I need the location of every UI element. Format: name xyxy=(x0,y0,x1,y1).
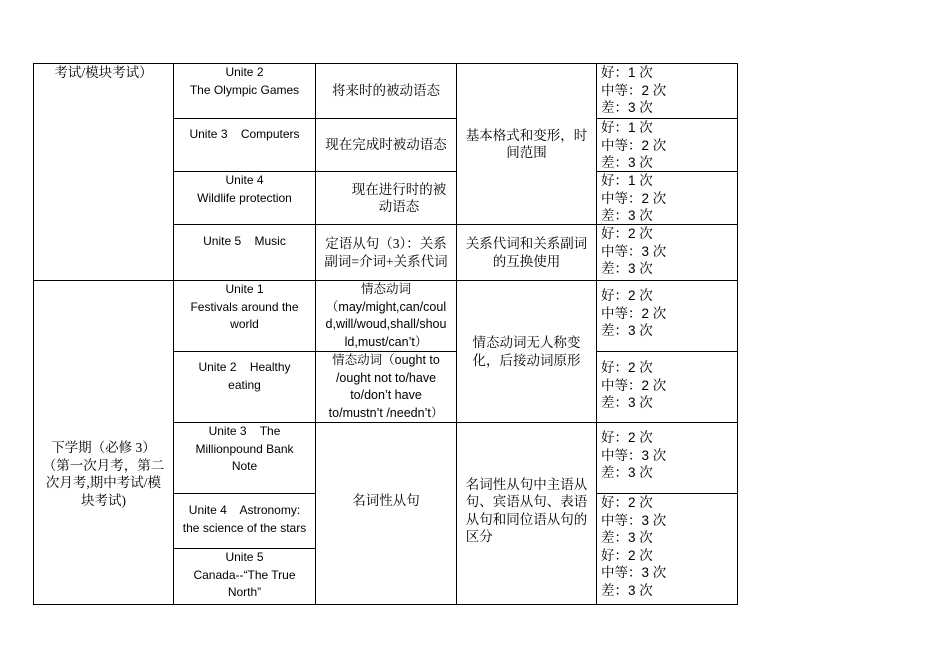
unit-text: Unite 3 Computers xyxy=(189,127,300,141)
evaluation-cell xyxy=(596,63,738,119)
unit-cell xyxy=(173,224,316,281)
term-cell xyxy=(33,280,174,605)
unit-cell xyxy=(173,493,316,549)
grammar-cell xyxy=(315,422,457,605)
unit-text: Unite 5 Music xyxy=(203,234,286,248)
key-point-text: 情态动词无人称变 化，后接动词原形 xyxy=(472,335,581,368)
evaluation-text: 好：1 次 中等：2 次 差：3 次 xyxy=(601,65,667,115)
unit-cell xyxy=(173,171,316,225)
evaluation-text: 好：2 次 中等：3 次 差：3 次 xyxy=(601,430,667,480)
unit-text: Unite 3 The Millionpound Bank Note xyxy=(195,424,294,473)
unit-text: Unite 2 Healthy eating xyxy=(198,360,291,392)
grammar-text: 情态动词 （may/might,can/coul d,will/woud,shall/shou ld,must/can’t） xyxy=(325,282,447,349)
unit-text: Unite 2 The Olympic Games xyxy=(189,65,300,97)
unit-cell xyxy=(173,548,316,605)
key-point-text: 基本格式和变形，时 间范围 xyxy=(465,127,588,160)
grammar-cell xyxy=(315,63,457,119)
unit-text: Unite 4 Wildlife protection xyxy=(197,173,292,205)
term-text: 下学期（必修 3） （第一次月考，第二 次月考,期中考试/模 块考试) xyxy=(42,440,165,509)
grammar-cell xyxy=(315,351,457,423)
evaluation-text: 好：2 次 中等：2 次 差：3 次 xyxy=(601,360,667,410)
key-point-cell xyxy=(456,224,597,281)
unit-cell xyxy=(173,63,316,119)
evaluation-cell xyxy=(596,422,738,494)
evaluation-text: 好：2 次 中等：2 次 差：3 次 xyxy=(601,288,667,338)
grammar-text: 定语从句（3）：关系 副词=介词+关系代词 xyxy=(324,236,448,269)
evaluation-cell xyxy=(596,351,738,423)
key-point-text: 名词性从句中主语从 句、宾语从句、表语 从句和同位语从句的 区分 xyxy=(465,476,588,544)
grammar-text: 现在完成时被动语态 xyxy=(325,137,447,153)
evaluation-cell xyxy=(596,171,738,225)
unit-cell xyxy=(173,118,316,172)
key-point-cell xyxy=(456,280,597,423)
evaluation-cell xyxy=(596,224,738,281)
grammar-cell xyxy=(315,118,457,172)
evaluation-text: 好：1 次 中等：2 次 差：3 次 xyxy=(601,173,667,223)
grammar-cell xyxy=(315,224,457,281)
unit-cell xyxy=(173,422,316,494)
evaluation-text: 好：2 次 中等：3 次 差：3 次 好：2 次 中等：3 次 差：3 次 xyxy=(601,495,667,598)
term-cell xyxy=(33,63,174,281)
grammar-cell xyxy=(315,280,457,352)
key-point-cell xyxy=(456,63,597,225)
key-point-cell xyxy=(456,422,597,605)
grammar-text: 现在进行时的被 动语态 xyxy=(351,181,447,214)
key-point-text: 关系代词和关系副词 的互换使用 xyxy=(465,236,588,269)
evaluation-text: 好：1 次 中等：2 次 差：3 次 xyxy=(601,120,667,170)
grammar-text: 名词性从句 xyxy=(352,493,420,509)
unit-cell xyxy=(173,280,316,352)
unit-text: Unite 4 Astronomy: the science of the stars xyxy=(182,503,307,535)
evaluation-cell xyxy=(596,280,738,352)
evaluation-text: 好：2 次 中等：3 次 差：3 次 xyxy=(601,226,667,276)
unit-text: Unite 5 Canada--“The True North” xyxy=(193,550,296,599)
grammar-text: 将来时的被动语态 xyxy=(332,83,440,99)
evaluation-cell xyxy=(596,118,738,172)
grammar-text: 情态动词（ought to /ought not to/have to/don’t have to/mustn’t /needn’t） xyxy=(328,353,444,420)
unit-cell xyxy=(173,351,316,423)
unit-text: Unite 1 Festivals around the world xyxy=(190,282,299,331)
grammar-cell xyxy=(315,171,457,225)
evaluation-cell xyxy=(596,493,738,605)
term-text: 考试/模块考试） xyxy=(54,65,153,80)
